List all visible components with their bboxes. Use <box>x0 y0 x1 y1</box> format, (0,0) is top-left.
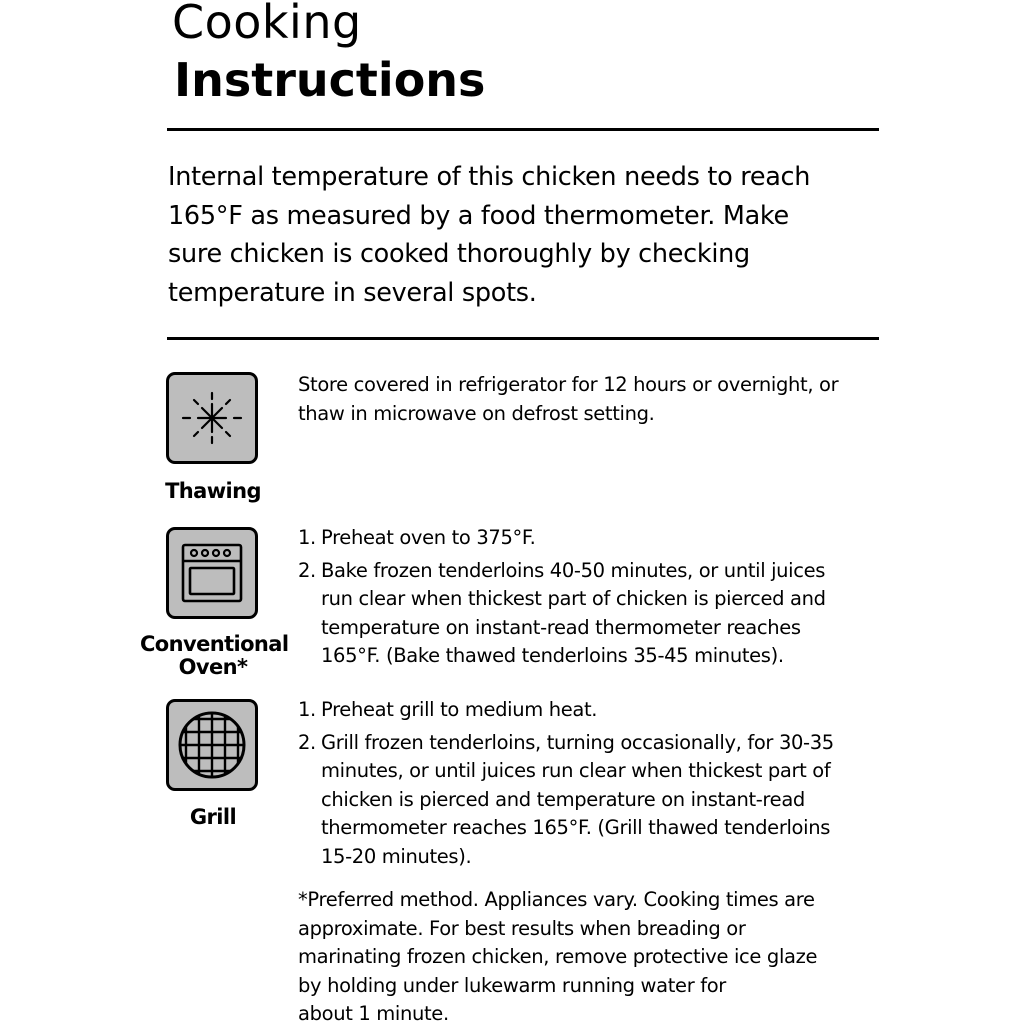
step-number: 2. <box>298 558 316 582</box>
bottom-divider <box>167 337 879 340</box>
grill-label: Grill <box>189 805 237 829</box>
intro-line: Internal temperature of this chicken needs to reach <box>168 162 811 192</box>
oven-steps <box>298 524 878 671</box>
step-line: Grill frozen tenderloins, turning occasionally, for 30-35 <box>321 730 834 754</box>
thawing-line: Store covered in refrigerator for 12 hours or overnight, or <box>298 373 839 396</box>
step-number: 1. <box>298 526 316 549</box>
thawing-icon-box <box>166 372 258 464</box>
grill-steps <box>298 696 878 871</box>
footnote <box>298 886 878 1029</box>
grill-icon <box>169 702 255 788</box>
thawing-label: Thawing <box>165 479 261 503</box>
thawing-line: thaw in microwave on defrost setting. <box>298 401 655 425</box>
intro-paragraph <box>168 158 868 312</box>
top-divider <box>167 128 879 131</box>
oven-label-line: Oven* <box>178 655 248 679</box>
step-line: minutes, or until juices run clear when thickest part of <box>321 759 831 782</box>
grill-step <box>298 696 878 725</box>
intro-line: sure chicken is cooked thoroughly by checking <box>168 239 750 269</box>
step-line: run clear when thickest part of chicken is pierced and <box>321 587 826 610</box>
oven-label <box>140 632 289 679</box>
step-line: 15-20 minutes). <box>321 844 472 868</box>
snowflake-icon <box>169 375 255 461</box>
step-line: chicken is pierced and temperature on instant-read <box>321 787 805 811</box>
oven-icon-box <box>166 527 258 619</box>
footnote-line: approximate. For best results when breading or <box>298 916 746 940</box>
step-line: Preheat grill to medium heat. <box>321 698 598 721</box>
step-line: 165°F. (Bake thawed tenderloins 35-45 minutes). <box>321 644 784 667</box>
step-line: Preheat oven to 375°F. <box>321 526 536 549</box>
page-title-line-1: Cooking <box>172 0 362 49</box>
grill-step <box>298 729 878 872</box>
intro-line: temperature in several spots. <box>168 277 537 308</box>
step-number: 2. <box>298 730 316 754</box>
oven-step <box>298 557 878 671</box>
step-line: temperature on instant-read thermometer reaches <box>321 615 801 639</box>
intro-line: 165°F as measured by a food thermometer. Make <box>168 200 789 231</box>
grill-icon-box <box>166 699 258 791</box>
step-line: Bake frozen tenderloins 40-50 minutes, or until juices <box>321 558 826 582</box>
page-title-line-2: Instructions <box>174 53 486 107</box>
footnote-line: about 1 minute. <box>298 1002 449 1025</box>
oven-icon <box>169 530 255 616</box>
footnote-line: marinating frozen chicken, remove protective ice glaze <box>298 945 818 968</box>
thawing-text <box>298 371 878 428</box>
oven-step <box>298 524 878 553</box>
oven-label-line: Conventional <box>140 632 289 656</box>
footnote-line: by holding under lukewarm running water for <box>298 973 726 997</box>
step-number: 1. <box>298 698 316 721</box>
footnote-line: *Preferred method. Appliances vary. Cooking times are <box>298 888 815 911</box>
step-line: thermometer reaches 165°F. (Grill thawed tenderloins <box>321 816 831 839</box>
